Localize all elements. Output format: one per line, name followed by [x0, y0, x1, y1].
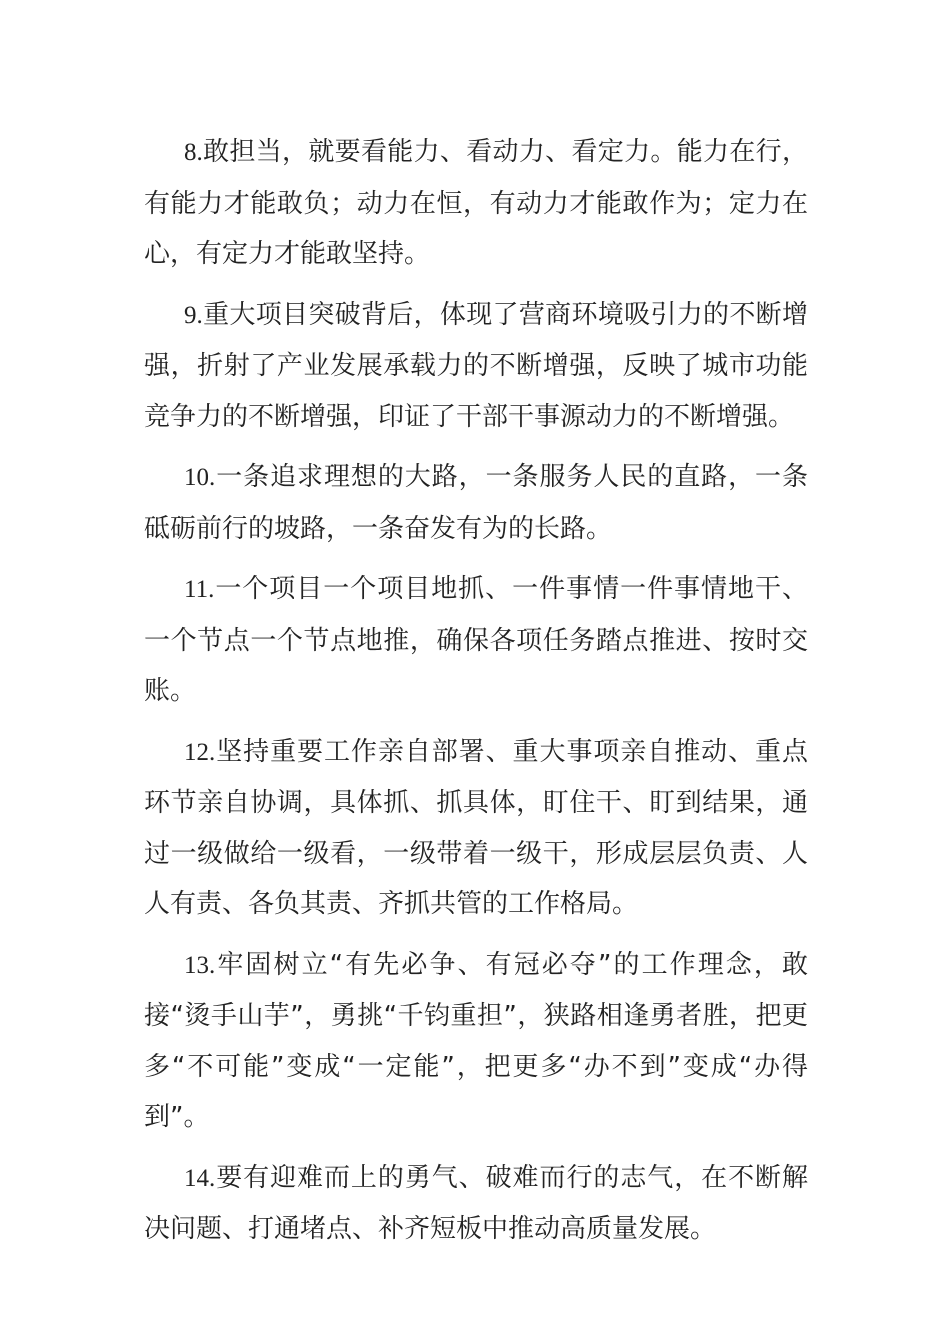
paragraph-text: 牢固树立“有先必争、有冠必夺”的工作理念，敢接“烫手山芋”，勇挑“千钧重担”，狭路相逢勇者胜，把更多“不可能”变成“一定能”，把更多“办不到”变成“办得到”。	[144, 949, 808, 1132]
paragraph-9	[144, 290, 808, 443]
paragraph-10	[144, 452, 808, 554]
paragraph-number: 12.	[184, 738, 216, 766]
document-body	[144, 127, 808, 1265]
paragraph-11	[144, 564, 808, 717]
paragraph-number: 8.	[184, 139, 203, 166]
paragraph-text: 坚持重要工作亲自部署、重大事项亲自推动、重点环节亲自协调，具体抓、抓具体，盯住干、盯到结果，通过一级做给一级看，一级带着一级干，形成层层负责、人人有责、各负其责、齐抓共管的工作格局。	[144, 736, 808, 919]
paragraph-text: 一条追求理想的大路，一条服务人民的直路，一条砥砺前行的坡路，一条奋发有为的长路。	[144, 462, 808, 544]
paragraph-number: 14.	[184, 1164, 216, 1192]
paragraph-13	[144, 940, 808, 1143]
paragraph-8	[144, 127, 808, 280]
paragraph-12	[144, 727, 808, 930]
paragraph-text: 要有迎难而上的勇气、破难而行的志气，在不断解决问题、打通堵点、补齐短板中推动高质量发展。	[144, 1162, 808, 1244]
paragraph-number: 10.	[184, 464, 216, 491]
paragraph-text: 重大项目突破背后，体现了营商环境吸引力的不断增强，折射了产业发展承载力的不断增强，反映了城市功能竞争力的不断增强，印证了干部干事源动力的不断增强。	[144, 299, 808, 432]
paragraph-number: 9.	[184, 301, 203, 329]
paragraph-number: 13.	[184, 951, 216, 979]
paragraph-text: 敢担当，就要看能力、看动力、看定力。能力在行，有能力才能敢负；动力在恒，有动力才能敢作为；定力在心，有定力才能敢坚持。	[144, 137, 808, 269]
paragraph-number: 11.	[184, 576, 215, 603]
paragraph-text: 一个项目一个项目地抓、一件事情一件事情地干、一个节点一个节点地推，确保各项任务踏点推进、按时交账。	[144, 574, 808, 706]
paragraph-14	[144, 1153, 808, 1255]
